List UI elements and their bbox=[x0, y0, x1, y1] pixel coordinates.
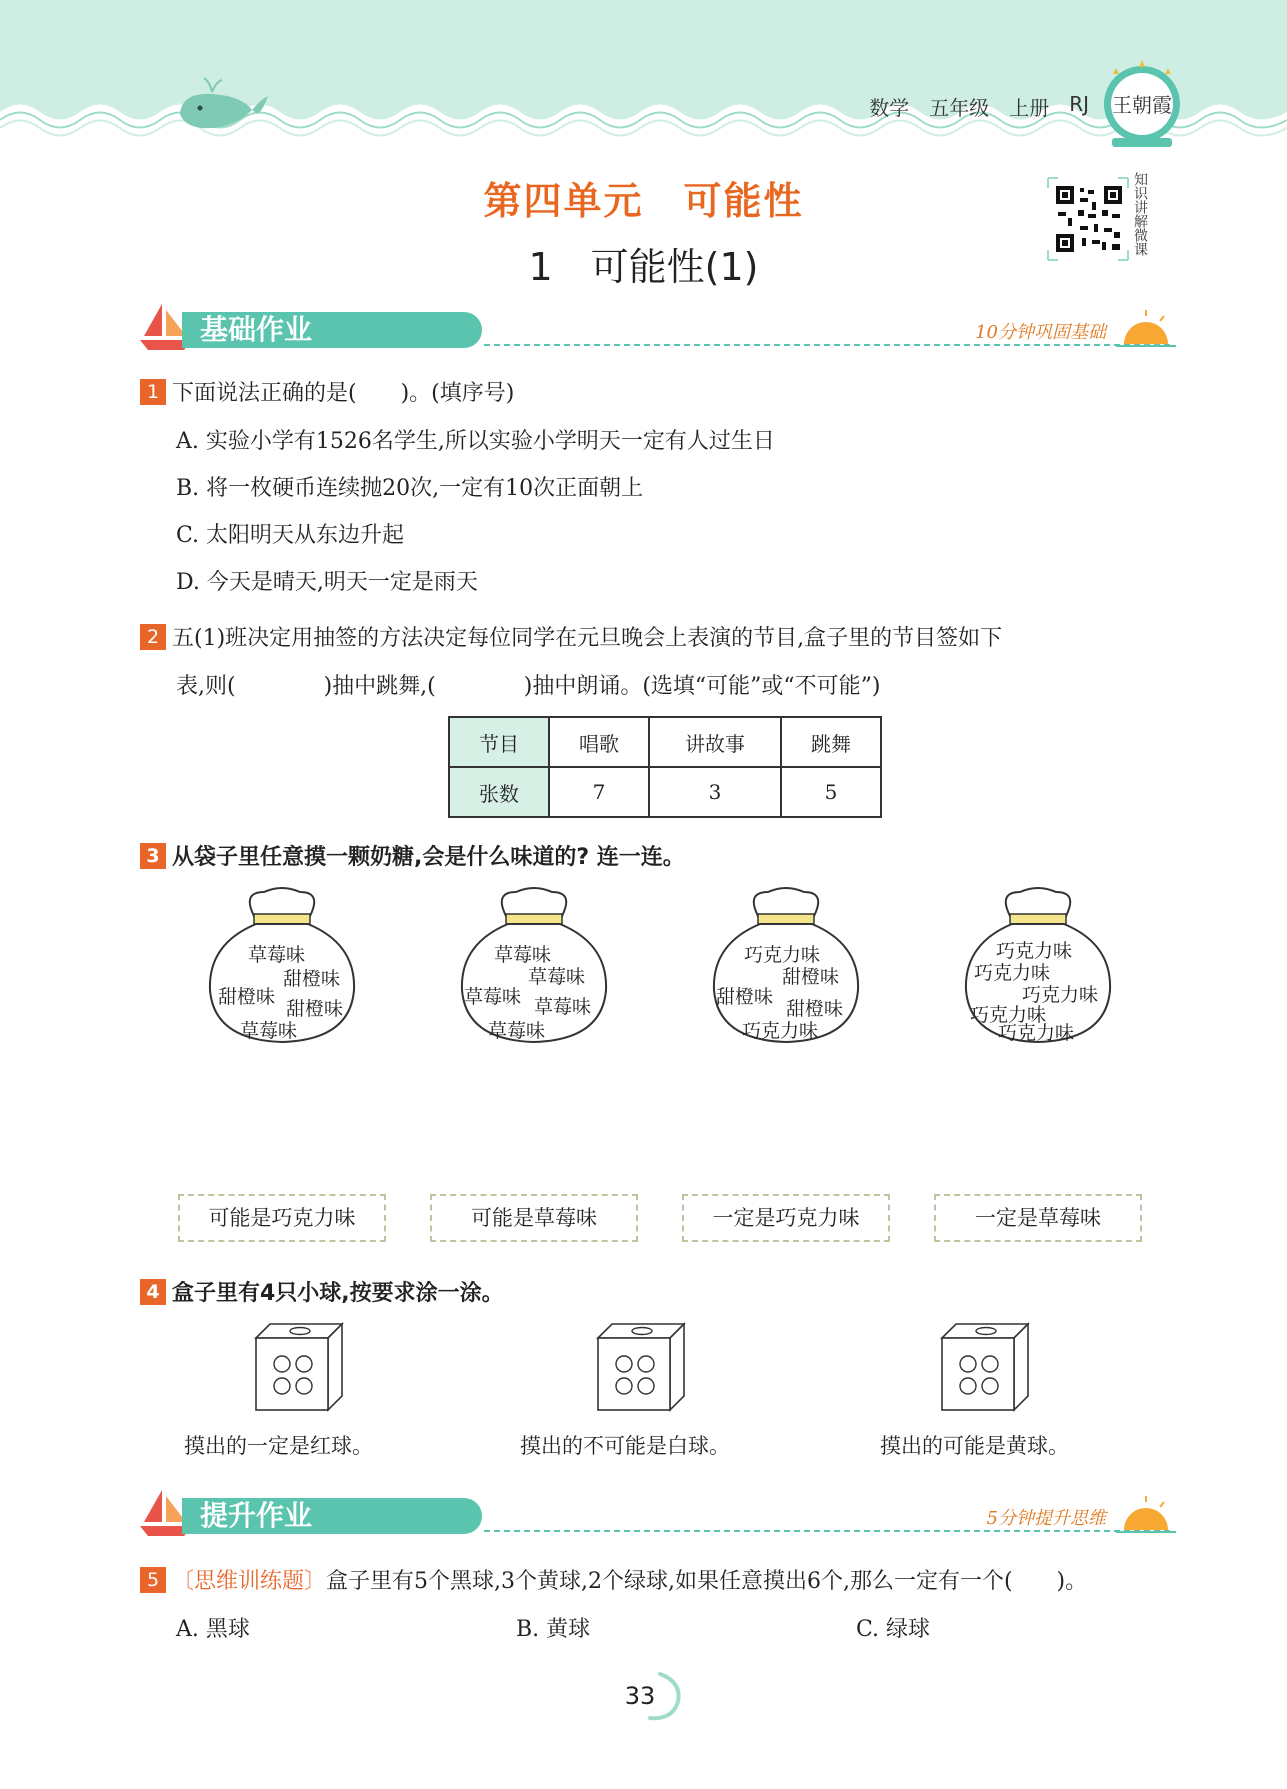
table-cell: 讲故事 bbox=[649, 717, 781, 767]
grade-label: 五年级 bbox=[929, 96, 990, 120]
section-label: 提升作业 bbox=[200, 1499, 313, 1532]
table-cell: 唱歌 bbox=[549, 717, 649, 767]
q5-stem bbox=[140, 1564, 1087, 1595]
q5-option-c: C. 绿球 bbox=[856, 1617, 931, 1642]
q5-option-b: B. 黄球 bbox=[516, 1617, 591, 1642]
bag4-flavor: 巧克力味 bbox=[1022, 984, 1099, 1006]
q2-number: 2 bbox=[140, 624, 166, 650]
bag1-flavor: 甜橙味 bbox=[286, 998, 344, 1020]
bag3-flavor: 巧克力味 bbox=[742, 1020, 819, 1042]
q1-option-a: A. 实验小学有1526名学生,所以实验小学明天一定有人过生日 bbox=[176, 429, 775, 454]
bag3-flavor: 巧克力味 bbox=[744, 944, 821, 966]
section-time-label: 5分钟提升思维 bbox=[986, 1508, 1106, 1529]
q1-number: 1 bbox=[140, 379, 166, 405]
match-option-4[interactable]: 一定是草莓味 bbox=[934, 1194, 1142, 1242]
bag1-flavor: 甜橙味 bbox=[283, 968, 341, 990]
table-row bbox=[449, 717, 881, 767]
q4-stem-text: 盒子里有4只小球,按要求涂一涂。 bbox=[172, 1281, 504, 1306]
subject-label: 数学 bbox=[869, 96, 910, 120]
q3-number: 3 bbox=[140, 843, 166, 869]
match-option-3[interactable]: 一定是巧克力味 bbox=[682, 1194, 890, 1242]
q3-stem bbox=[140, 840, 685, 871]
bag3-flavor: 甜橙味 bbox=[782, 966, 840, 988]
table-cell: 5 bbox=[781, 767, 881, 817]
bag3-flavor: 甜橙味 bbox=[716, 986, 774, 1008]
table-cell: 7 bbox=[549, 767, 649, 817]
sunset-icon bbox=[1116, 1492, 1176, 1538]
bag1-flavor: 草莓味 bbox=[240, 1020, 298, 1042]
q5-tag: 〔思维训练题〕 bbox=[172, 1569, 327, 1594]
table-row-header: 节目 bbox=[449, 717, 549, 767]
bag4-flavor: 巧克力味 bbox=[996, 940, 1073, 962]
q5-option-a: A. 黑球 bbox=[176, 1617, 250, 1642]
page-number: 33 bbox=[624, 1682, 656, 1710]
whale-icon bbox=[172, 74, 272, 134]
section-label: 基础作业 bbox=[200, 313, 313, 346]
q1-option-d: D. 今天是晴天,明天一定是雨天 bbox=[176, 570, 478, 595]
q1-stem bbox=[140, 376, 514, 407]
match-option-2[interactable]: 可能是草莓味 bbox=[430, 1194, 638, 1242]
q1-stem-text: 下面说法正确的是( )。(填序号) bbox=[172, 381, 515, 406]
bag3-flavor: 甜橙味 bbox=[786, 998, 844, 1020]
ball-box-3[interactable] bbox=[940, 1322, 1030, 1412]
q4-number: 4 bbox=[140, 1279, 166, 1305]
unit-title: 第四单元 可能性 bbox=[483, 179, 804, 223]
table-cell: 跳舞 bbox=[781, 717, 881, 767]
bag4-flavor: 巧克力味 bbox=[970, 1004, 1047, 1026]
q5-number: 5 bbox=[140, 1567, 166, 1593]
q5-stem-text: 盒子里有5个黑球,3个黄球,2个绿球,如果任意摸出6个,那么一定有一个( )。 bbox=[326, 1569, 1088, 1594]
match-option-1[interactable]: 可能是巧克力味 bbox=[178, 1194, 386, 1242]
q2-stem bbox=[140, 621, 1002, 652]
table-row bbox=[449, 767, 881, 817]
box-caption-1: 摸出的一定是红球。 bbox=[184, 1434, 373, 1458]
table-cell: 3 bbox=[649, 767, 781, 817]
lesson-title: 1 可能性(1) bbox=[528, 245, 759, 289]
section-divider bbox=[484, 344, 1170, 346]
box-caption-2: 摸出的不可能是白球。 bbox=[520, 1434, 730, 1458]
brand-logo bbox=[1100, 58, 1184, 150]
bag2-flavor: 草莓味 bbox=[494, 944, 552, 966]
brand-name: 王朝霞 bbox=[1112, 93, 1172, 117]
section-advanced bbox=[138, 1486, 1178, 1546]
section-divider bbox=[484, 1530, 1170, 1532]
volume-label: 上册 bbox=[1009, 96, 1050, 120]
book-info bbox=[869, 92, 1089, 121]
q2-line2: 表,则( )抽中跳舞,( )抽中朗诵。(选填“可能”或“不可能”) bbox=[176, 674, 881, 699]
ball-box-2[interactable] bbox=[596, 1322, 686, 1412]
q4-stem bbox=[140, 1276, 504, 1307]
table-row-header: 张数 bbox=[449, 767, 549, 817]
bag2-flavor: 草莓味 bbox=[488, 1020, 546, 1042]
qr-label: 知识讲解微课 bbox=[1132, 172, 1148, 256]
section-basic bbox=[138, 300, 1178, 360]
q2-line1: 五(1)班决定用抽签的方法决定每位同学在元旦晚会上表演的节目,盒子里的节目签如下 bbox=[172, 626, 1003, 651]
bag2-flavor: 草莓味 bbox=[528, 966, 586, 988]
bag2-flavor: 草莓味 bbox=[464, 986, 522, 1008]
bag4-flavor: 巧克力味 bbox=[998, 1022, 1075, 1044]
ball-box-1[interactable] bbox=[254, 1322, 344, 1412]
q3-stem-text: 从袋子里任意摸一颗奶糖,会是什么味道的? 连一连。 bbox=[172, 845, 685, 870]
section-time-label: 10分钟巩固基础 bbox=[975, 322, 1106, 343]
edition-label: RJ bbox=[1069, 92, 1089, 116]
bag1-flavor: 甜橙味 bbox=[218, 986, 276, 1008]
q1-option-c: C. 太阳明天从东边升起 bbox=[176, 523, 405, 548]
sunset-icon bbox=[1116, 306, 1176, 352]
program-table bbox=[448, 716, 882, 818]
bag4-flavor: 巧克力味 bbox=[974, 962, 1051, 984]
bag1-flavor: 草莓味 bbox=[248, 944, 306, 966]
box-caption-3: 摸出的可能是黄球。 bbox=[880, 1434, 1069, 1458]
bag2-flavor: 草莓味 bbox=[534, 996, 592, 1018]
q1-option-b: B. 将一枚硬币连续抛20次,一定有10次正面朝上 bbox=[176, 476, 644, 501]
